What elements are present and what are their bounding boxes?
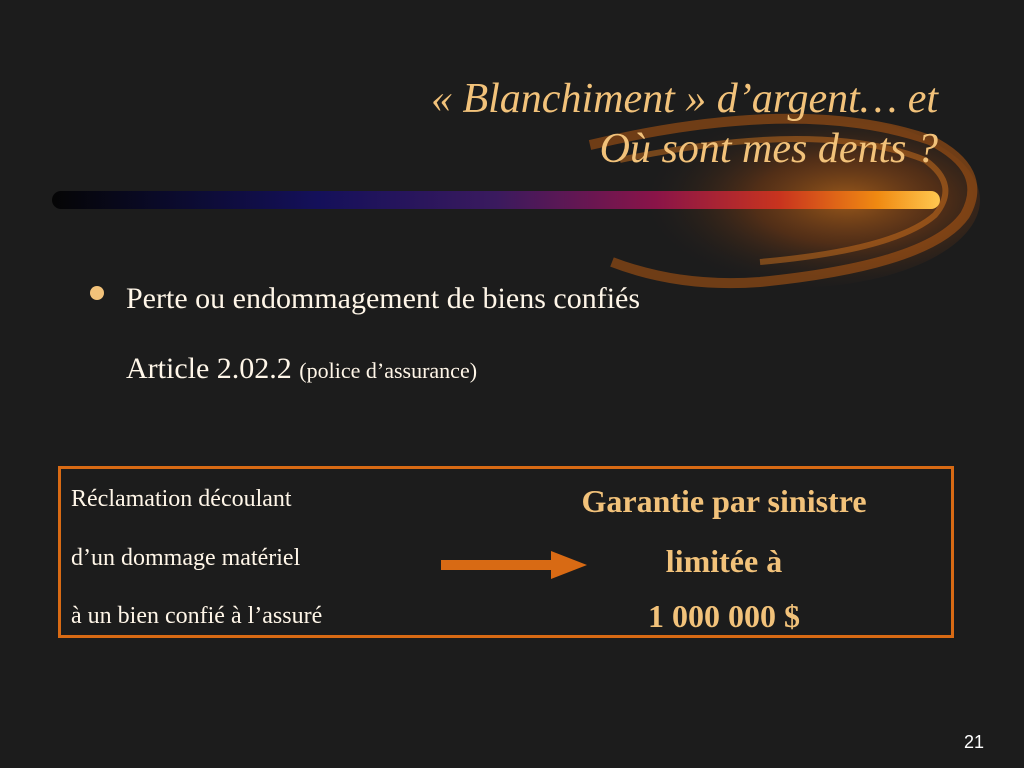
article-note: (police d’assurance) xyxy=(299,358,478,383)
guarantee-line-2: limitée à xyxy=(665,543,783,579)
article-reference xyxy=(126,352,477,388)
bullet-text: Perte ou endommagement de biens confiés xyxy=(126,282,641,315)
claim-line-2: d’un dommage matériel xyxy=(71,545,301,571)
guarantee-line-1: Garantie par sinistre xyxy=(581,483,867,519)
gradient-bar xyxy=(52,191,940,209)
claim-line-1: Réclamation découlant xyxy=(71,486,292,512)
title-line-1: « Blanchiment » d’argent… et xyxy=(430,76,938,122)
bullet-dot-icon xyxy=(90,286,104,300)
claim-line-3: à un bien confié à l’assuré xyxy=(71,603,323,629)
coverage-box xyxy=(58,466,954,638)
title-line-2: Où sont mes dents ? xyxy=(599,126,938,172)
article-label: Article 2.02.2 xyxy=(126,352,292,385)
slide-title xyxy=(431,74,938,174)
guarantee-line-3: 1 000 000 $ xyxy=(648,598,800,634)
page-number: 21 xyxy=(964,732,985,752)
